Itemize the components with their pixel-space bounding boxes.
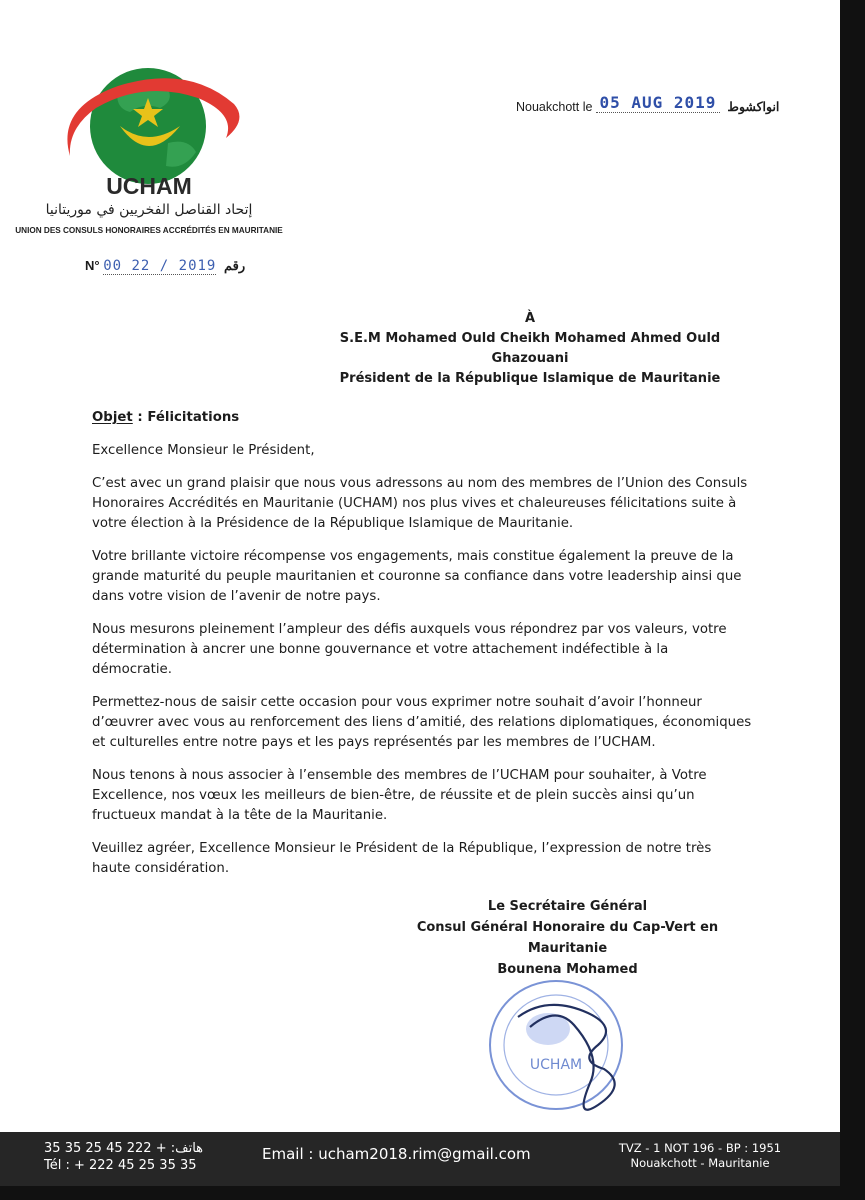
footer-bar [0,1132,840,1186]
seal-text: UCHAM [529,1057,583,1073]
salutation: Excellence Monsieur le Président, [92,443,315,458]
recipient-name: S.E.M Mohamed Ould Cheikh Mohamed Ahmed Ould Ghazouani [339,331,721,366]
footer-address [606,1141,794,1171]
signatory-name: Bounena Mohamed [497,962,638,977]
ucham-logo [48,48,258,193]
address-line-2: Nouakchott - Mauritanie [630,1156,770,1170]
recipient-block [300,309,760,389]
letter-body [92,408,752,892]
phone-arabic: هاتف: + 222 45 25 35 35 [44,1141,204,1156]
date-line [516,93,780,116]
org-name-full: UNION DES CONSULS HONORAIRES ACCRÉDITÉS EN MAURITANIE [15,226,283,235]
signatory-title: Consul Général Honoraire du Cap-Vert en Mauritanie [416,920,719,956]
recipient-to: À [524,311,536,326]
paragraph: Nous tenons à nous associer à l’ensemble des membres de l’UCHAM pour souhaiter, à Votre Excellence, nos vœux les meilleurs de bien-être, de réussite et de plein succès ainsi qu’un fructueux mandat à la tête de la Mauritanie. [92,768,707,823]
subject-line [92,408,752,428]
ref-value: 00 22 / 2019 [103,258,217,274]
official-seal-stamp [478,965,648,1125]
recipient-title: Président de la République Islamique de Mauritanie [339,371,721,386]
scan-edge [840,0,865,1200]
subject-label: Objet [92,410,133,425]
ref-label-arabic: رقم [224,258,246,273]
date-prefix: Nouakchott le [516,100,593,114]
date-stamp: 05 AUG 2019 [596,93,720,113]
org-acronym: UCHAM [106,173,192,199]
signatory-role: Le Secrétaire Général [487,899,648,914]
paragraph: C’est avec un grand plaisir que nous vous adressons au nom des membres de l’Union des Consuls Honoraires Accrédités en Mauritanie (UCHAM) nos plus vives et chaleureuses félicitations suite à votre élection à la Présidence de la République Islamique de Mauritanie. [92,476,748,531]
paragraph: Permettez-nous de saisir cette occasion pour vous exprimer notre souhait d’avoir l’honneur d’œuvrer avec vous au renforcement des liens d’amitié, des relations diplomatiques, économiques et culturelles entre notre pays et les pays représentés par les membres de l’UCHAM. [92,695,752,750]
paragraph: Veuillez agréer, Excellence Monsieur le Président de la République, l’expression de notre très haute considération. [92,841,712,876]
footer-phones [44,1140,203,1174]
phone-fr: Tél : + 222 45 25 35 35 [44,1158,197,1173]
ref-prefix: N° [85,258,100,273]
scan-edge-bottom [0,1186,865,1200]
footer-email: Email : ucham2018.rim@gmail.com [262,1145,531,1163]
org-name-arabic: إتحاد القناصل الفخريين في موريتانيا [45,202,253,218]
paragraph: Nous mesurons pleinement l’ampleur des défis auxquels vous répondrez par vos valeurs, votre détermination à ancrer une bonne gouvernance et votre attachement indéfectible à la démocratie. [92,622,727,677]
date-label-arabic: انواكشوط [727,100,780,114]
reference-number [85,258,245,275]
address-line-1: TVZ - 1 NOT 196 - BP : 1951 [618,1141,782,1155]
paragraph: Votre brillante victoire récompense vos engagements, mais constitue également la preuve de la grande maturité du peuple mauritanien et couronne sa confiance dans votre leadership ainsi que dans votre vision de l’avenir de notre pays. [92,549,742,604]
subject-text: : Félicitations [132,410,240,425]
